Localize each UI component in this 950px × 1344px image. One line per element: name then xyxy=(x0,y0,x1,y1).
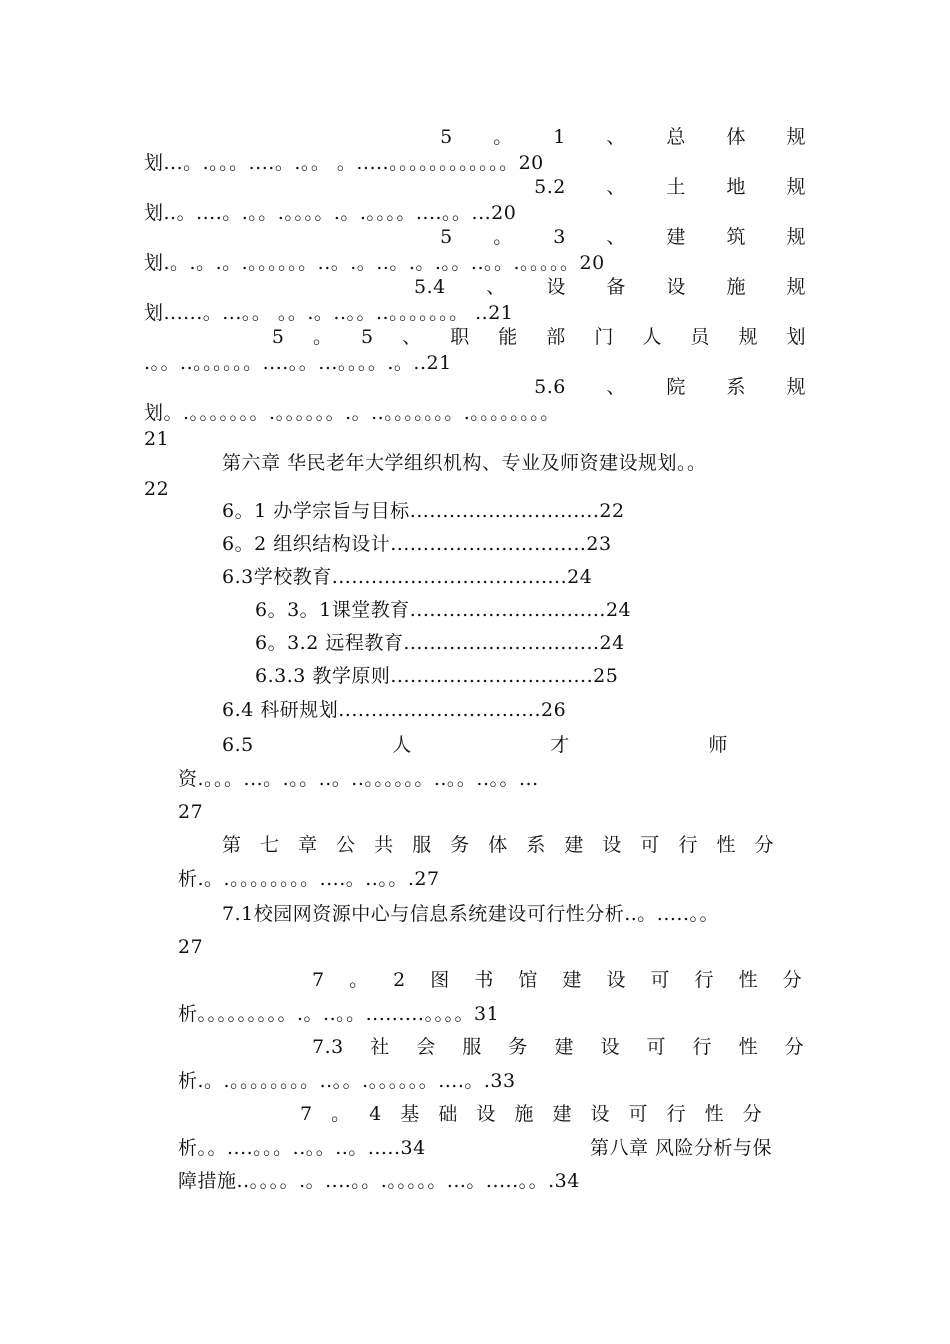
toc-entry-5-2-leader: 划..。....。.。。.。。。。.。.。。。。....。。...20 xyxy=(144,202,517,224)
toc-entry-7-2-title: 7 。 2 图 书 馆 建 设 可 行 性 分 xyxy=(312,969,803,991)
toc-entry-6-3-2: 6。3.2 远程教育..............................24 xyxy=(255,632,625,654)
toc-entry-7-3-title: 7.3 社 会 服 务 建 设 可 行 性 分 xyxy=(312,1036,805,1058)
toc-entry-7-2-leader: 析。。。。。。。。。.。..。。.........。。。。31 xyxy=(178,1003,500,1025)
toc-entry-5-3-title: 5 。 3 、 建 筑 规 xyxy=(440,226,806,248)
toc-entry-5-6-leader: 划。.。。。。。。。.。。。。。。.。..。。。。。。。.。。。。。。。。 xyxy=(144,402,560,424)
toc-chapter-6-title: 第六章 华民老年大学组织机构、专业及师资建设规划。。 xyxy=(222,452,707,474)
toc-entry-5-1-leader: 划...。.。。。....。.。。 。.....。。。。。。。。。。。。20 xyxy=(144,152,544,174)
toc-entry-6-3: 6.3学校教育....................................24 xyxy=(222,566,593,588)
toc-entry-6-3-1: 6。3。1课堂教育..............................24 xyxy=(255,599,632,621)
toc-entry-5-4-title: 5.4 、 设 备 设 施 规 xyxy=(414,276,806,298)
toc-entry-5-2-title: 5.2 、 土 地 规 xyxy=(534,176,806,198)
toc-chapter-6-page: 22 xyxy=(144,478,170,500)
toc-entry-7-1-page: 27 xyxy=(178,936,204,958)
toc-entry-6-5-title: 6.5 人 才 师 xyxy=(222,734,728,756)
toc-chapter-8-title: 第八章 风险分析与保 xyxy=(590,1137,773,1159)
toc-entry-6-5-leader: 资.。。。...。.。。..。..。。。。。。..。。..。。... xyxy=(178,768,539,790)
toc-entry-5-5-leader: .。。..。。。。。。....。。...。。。。.。..21 xyxy=(144,352,452,374)
toc-chapter-7-title: 第 七 章 公 共 服 务 体 系 建 设 可 行 性 分 xyxy=(222,834,775,856)
toc-entry-5-4-leader: 划......。...。。 。。.。..。。..。。。。。。。 ..21 xyxy=(144,302,514,324)
toc-entry-5-3-leader: 划.。.。.。.。。。。。。..。.。..。.。.。。..。。.。。。。。20 xyxy=(144,252,605,274)
toc-entry-6-4: 6.4 科研规划...............................26 xyxy=(222,699,567,721)
toc-entry-6-1: 6。1 办学宗旨与目标.............................22 xyxy=(222,500,625,522)
toc-entry-6-5-page: 27 xyxy=(178,801,204,823)
toc-entry-5-6-title: 5.6 、 院 系 规 xyxy=(534,376,806,398)
toc-entry-5-5-title: 5 。 5 、 职 能 部 门 人 员 规 划 xyxy=(271,326,806,348)
toc-chapter-7-leader: 析.。.。。。。。。。。....。..。。.27 xyxy=(178,868,440,890)
toc-entry-6-2: 6。2 组织结构设计..............................23 xyxy=(222,533,612,555)
toc-entry-6-3-3: 6.3.3 教学原则...............................25 xyxy=(255,665,619,687)
toc-entry-7-4-leader: 析。。....。。。..。。..。.....34 xyxy=(178,1137,426,1159)
toc-entry-5-1-title: 5 。 1 、 总 体 规 xyxy=(440,126,806,148)
toc-entry-7-4-title: 7 。 4 基 础 设 施 建 设 可 行 性 分 xyxy=(300,1103,763,1125)
toc-entry-7-1-title: 7.1校园网资源中心与信息系统建设可行性分析..。.....。。 xyxy=(222,903,719,925)
toc-entry-5-6-page: 21 xyxy=(144,428,170,450)
toc-chapter-8-leader: 障措施..。。。。.。....。。.。。。。。...。.....。。.34 xyxy=(178,1170,580,1192)
toc-entry-7-3-leader: 析.。.。。。。。。。。..。。.。。。。。。....。.33 xyxy=(178,1070,516,1092)
